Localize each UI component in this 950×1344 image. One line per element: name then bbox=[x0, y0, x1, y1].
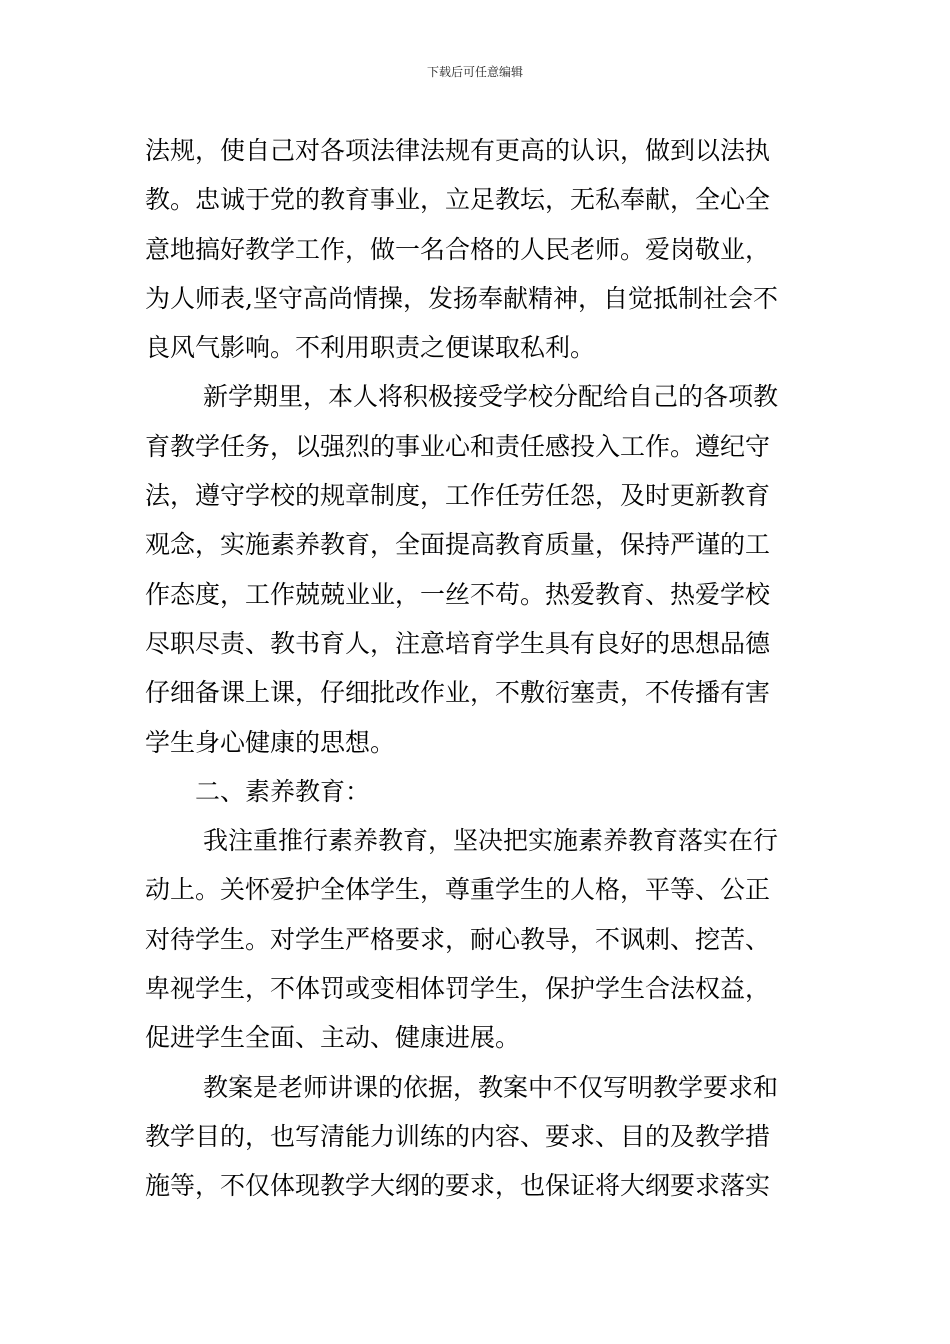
text-line: 促进学生全面、主动、健康进展。 bbox=[145, 1023, 521, 1053]
text-line: 动上。关怀爱护全体学生，尊重学生的人格，平等、公正 bbox=[145, 875, 771, 905]
text-line: 育教学任务，以强烈的事业心和责任感投入工作。遵纪守 bbox=[145, 431, 771, 461]
text-line: 为人师表,坚守高尚情操，发扬奉献精神，自觉抵制社会不 bbox=[145, 283, 778, 313]
text-line: 教学目的，也写清能力训练的内容、要求、目的及教学措 bbox=[145, 1121, 771, 1151]
text-line: 卑视学生，不体罚或变相体罚学生，保护学生合法权益， bbox=[145, 974, 771, 1004]
text-line: 作态度，工作兢兢业业，一丝不苟。热爱教育、热爱学校 bbox=[145, 579, 771, 609]
text-line: 仔细备课上课，仔细批改作业，不敷衍塞责，不传播有害 bbox=[145, 678, 771, 708]
text-line: 观念，实施素养教育，全面提高教育质量，保持严谨的工 bbox=[145, 530, 771, 560]
text-line: 法，遵守学校的规章制度，工作任劳任怨，及时更新教育 bbox=[145, 481, 771, 511]
page-header: 下载后可任意编辑 bbox=[426, 65, 523, 79]
text-line: 对待学生。对学生严格要求，耐心教导，不讽刺、挖苦、 bbox=[145, 924, 771, 954]
paragraph-first-line: 教案是老师讲课的依据，教案中不仅写明教学要求和 bbox=[203, 1072, 779, 1102]
text-line: 良风气影响。不利用职责之便谋取私利。 bbox=[145, 333, 596, 363]
text-line: 意地搞好教学工作，做一名合格的人民老师。爱岗敬业， bbox=[145, 234, 771, 264]
paragraph-first-line: 新学期里，本人将积极接受学校分配给自己的各项教 bbox=[203, 382, 779, 412]
document-body bbox=[145, 126, 807, 1211]
text-line: 学生身心健康的思想。 bbox=[145, 727, 396, 757]
text-line: 法规，使自己对各项法律法规有更高的认识，做到以法执 bbox=[145, 136, 771, 165]
text-line: 教。忠诚于党的教育事业，立足教坛，无私奉献，全心全 bbox=[145, 185, 771, 215]
paragraph-first-line: 我注重推行素养教育，坚决把实施素养教育落实在行 bbox=[203, 826, 779, 856]
section-heading: 二、素养教育： bbox=[195, 776, 371, 806]
text-line: 尽职尽责、教书育人，注意培育学生具有良好的思想品德 bbox=[145, 628, 771, 658]
text-line: 施等，不仅体现教学大纲的要求，也保证将大纲要求落实 bbox=[145, 1171, 771, 1201]
